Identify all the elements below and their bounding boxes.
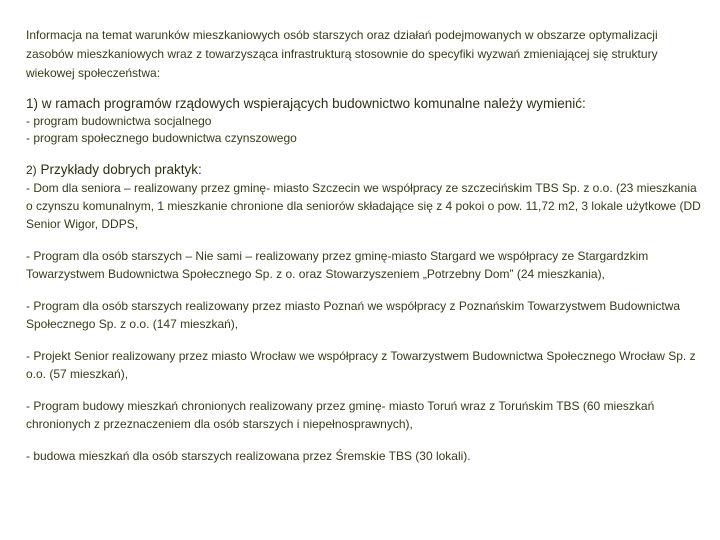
section-1-heading: 1) w ramach programów rządowych wspierających budownictwo komunalne należy wymienić: (26, 96, 586, 111)
section-2-title: Przykłady dobrych praktyk: (40, 162, 202, 177)
section-2-heading (26, 161, 706, 179)
practice-item: - Program dla osób starszych – Nie sami – realizowany przez gminę-miasto Stargard we współpracy ze Stargardzkim Towarzystwem Budownictwa Społecznego Sp. z o. oraz Stowarzyszeniem „Potrzebny Dom” (24 mieszkania), (26, 249, 649, 281)
section-1-item: - program społecznego budownictwa czynszowego (26, 131, 297, 145)
practice-item: - Program dla osób starszych realizowany przez miasto Poznań we współpracy z Poznańskim Towarzystwem Budownictwa Społecznego Sp. z o.o. (147 mieszkań), (26, 299, 681, 331)
section-good-practices (26, 161, 706, 465)
intro-paragraph: Informacja na temat warunków mieszkaniowych osób starszych oraz działań podejmowanych w obszarze optymalizacji zasobów mieszkaniowych wraz z towarzysząca infrastrukturą stosownie do specyfiki wyzwań zmieniającej się struktury wiekowej społeczeństwa: (26, 28, 658, 80)
practice-item: - Dom dla seniora – realizowany przez gminę- miasto Szczecin we współpracy ze szczecińskim TBS Sp. z o.o. (23 mieszkania o czynszu komunalnym, 1 mieszkanie chronione dla seniorów składające się z 4 pokoi o pow. 11,72 m2, 3 lokale użytkowe (DD Senior Wigor, DDPS, (26, 181, 701, 231)
practice-item: - Program budowy mieszkań chronionych realizowany przez gminę- miasto Toruń wraz z Toruńskim TBS (60 mieszkań chronionych z przeznaczeniem dla osób starszych i niepełnosprawnych), (26, 399, 655, 431)
section-1-item: - program budownictwa socjalnego (26, 114, 212, 128)
section-government-programs (26, 95, 706, 147)
section-2-number: 2) (26, 163, 37, 177)
practice-item: - budowa mieszkań dla osób starszych realizowana przez Śremskie TBS (30 lokali). (26, 449, 471, 463)
practice-item: - Projekt Senior realizowany przez miasto Wrocław we współpracy z Towarzystwem Budownictwa Społecznego Wrocław Sp. z o.o. (57 mieszkań), (26, 349, 696, 381)
slide-content (26, 26, 706, 479)
